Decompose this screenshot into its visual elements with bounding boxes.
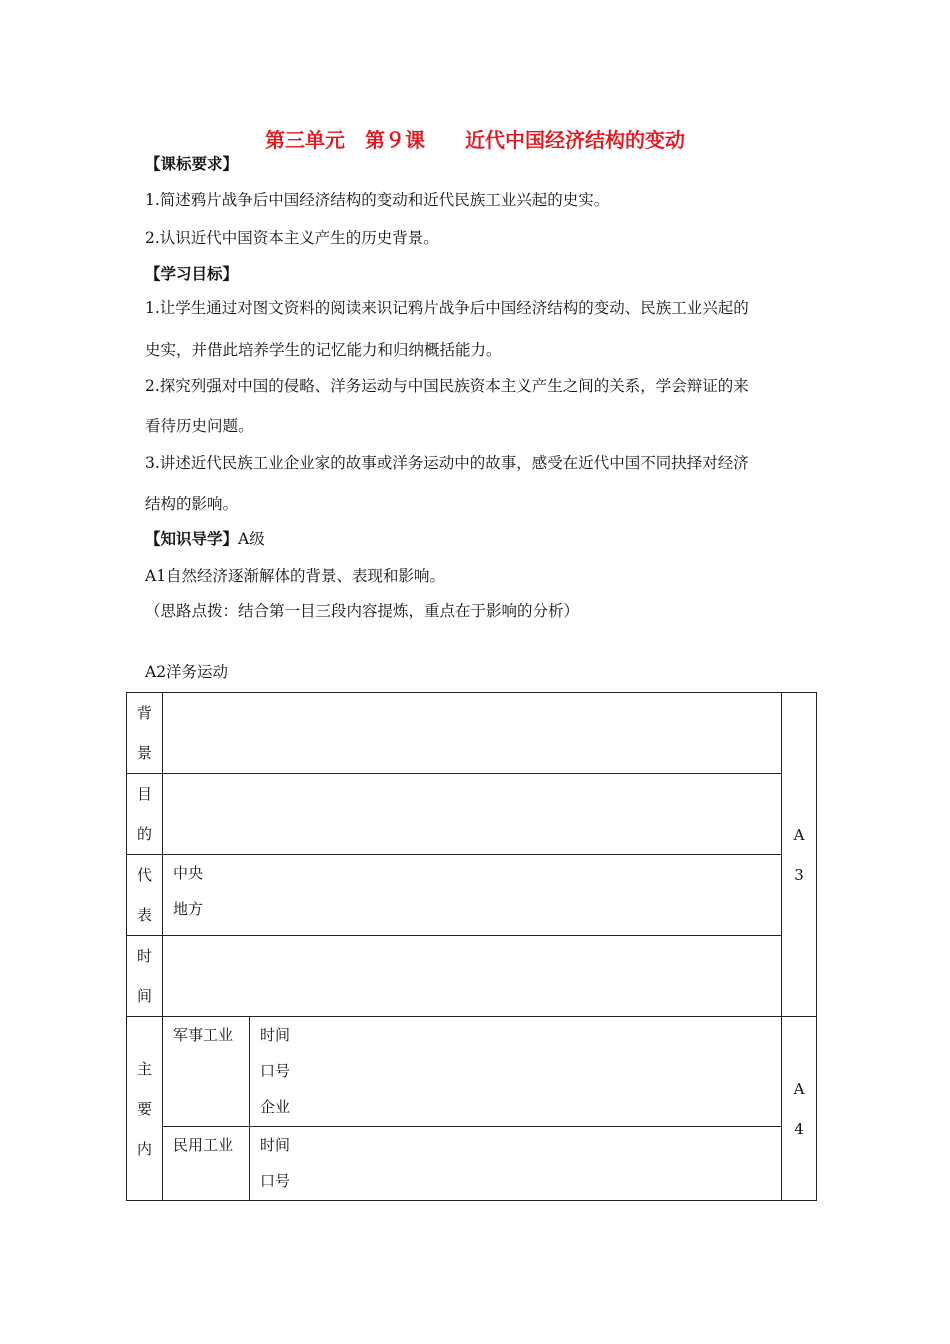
civil-industry-cell[interactable]: [250, 1127, 782, 1201]
row-label-purpose: 目 的: [127, 774, 163, 855]
section-heading-xuexi: 【学习目标】: [145, 265, 239, 283]
text-line: A2洋务运动: [145, 663, 229, 681]
heading-text: 【知识导学】: [145, 530, 239, 548]
text-line: 1.让学生通过对图文资料的阅读来识记鸦片战争后中国经济结构的变动、民族工业兴起的: [145, 299, 749, 317]
military-industry-label: 军事工业: [163, 1017, 250, 1127]
row-label-main-content: 主 要 内: [127, 1017, 163, 1201]
military-time: 时间: [260, 1026, 291, 1044]
representative-cell[interactable]: [163, 855, 782, 936]
time-cell[interactable]: [163, 936, 782, 1017]
text-line: 2.探究列强对中国的侵略、洋务运动与中国民族资本主义产生之间的关系，学会辩证的来: [145, 377, 749, 395]
level-label: A级: [238, 530, 265, 548]
civil-industry-label: 民用工业: [163, 1127, 250, 1201]
side-label-a4: A 4: [782, 1017, 817, 1201]
text-line: A1自然经济逐渐解体的背景、表现和影响。: [145, 567, 446, 585]
text-line: （思路点拨：结合第一目三段内容提炼，重点在于影响的分析）: [145, 602, 580, 620]
page-title: 第三单元 第９课 近代中国经济结构的变动: [265, 128, 685, 152]
military-industry-cell[interactable]: [250, 1017, 782, 1127]
text-line: 结构的影响。: [145, 495, 239, 513]
local-label: 地方: [173, 900, 204, 918]
text-line: 1.简述鸦片战争后中国经济结构的变动和近代民族工业兴起的史实。: [145, 191, 610, 209]
civil-time: 时间: [260, 1136, 291, 1154]
text-line: 2.认识近代中国资本主义产生的历史背景。: [145, 229, 439, 247]
side-label-a3: A 3: [782, 693, 817, 1017]
civil-slogan: 口号: [260, 1172, 291, 1190]
text-line: 史实，并借此培养学生的记忆能力和归纳概括能力。: [145, 341, 502, 359]
yangwu-table: [126, 692, 817, 1201]
row-label-time: 时 间: [127, 936, 163, 1017]
text-line: 看待历史问题。: [145, 417, 254, 435]
central-label: 中央: [173, 864, 204, 882]
purpose-cell[interactable]: [163, 774, 782, 855]
military-enterprise: 企业: [260, 1098, 291, 1116]
row-label-representative: 代 表: [127, 855, 163, 936]
text-line: 3.讲述近代民族工业企业家的故事或洋务运动中的故事，感受在近代中国不同抉择对经济: [145, 454, 749, 472]
section-heading-kebiao: 【课标要求】: [145, 155, 239, 173]
military-slogan: 口号: [260, 1062, 291, 1080]
background-cell[interactable]: [163, 693, 782, 774]
section-heading-zhishi: [145, 527, 265, 549]
row-label-background: 背 景: [127, 693, 163, 774]
